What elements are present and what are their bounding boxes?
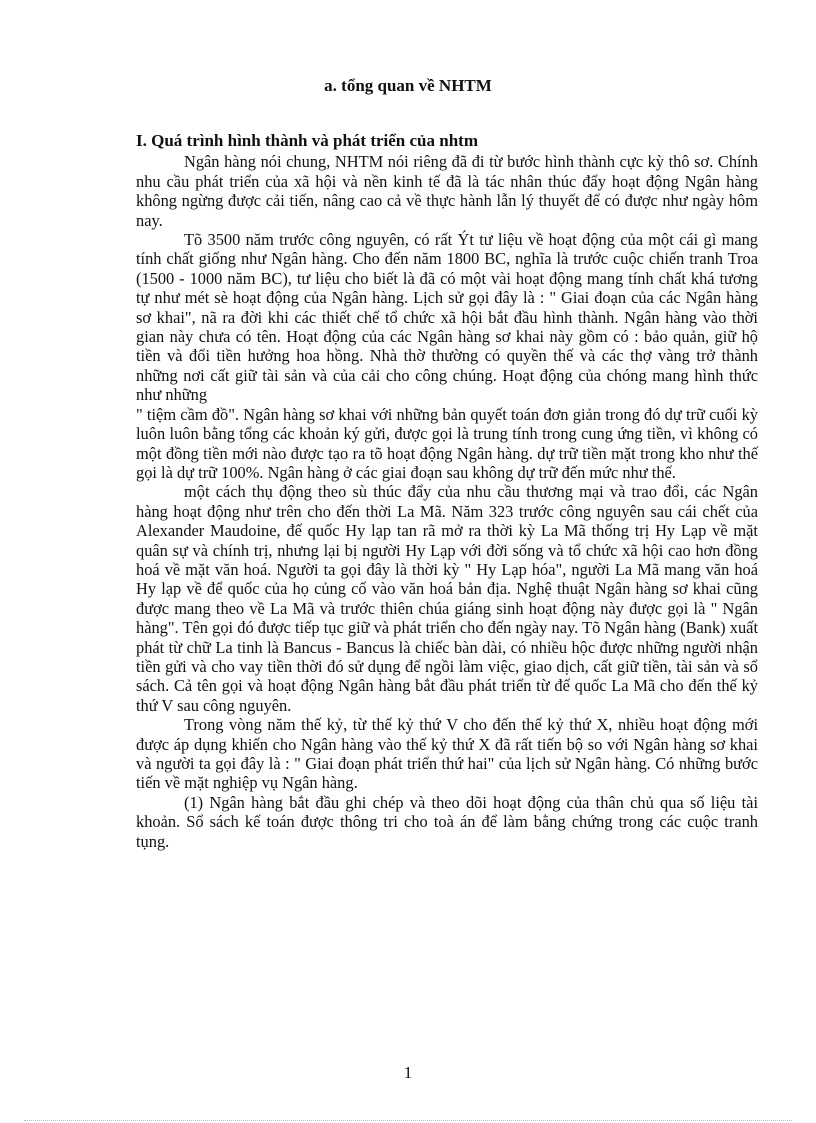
paragraph-1: Ngân hàng nói chung, NHTM nói riêng đã đi từ bước hình thành cực kỳ thô sơ. Chính nhu cầu phát triển của xã hội và nền kinh tế đã là tác nhân thúc đẩy hoạt động Ngân hàng không ngừng được cải tiến, nâng cao cả về thực hành lẫn lý thuyết để có được như ngày hôm nay. <box>136 152 758 230</box>
paragraph-6: (1) Ngân hàng bắt đầu ghi chép và theo dõi hoạt động của thân chủ qua số liệu tài khoản. Sổ sách kế toán được thông tri cho toà án để làm bằng chứng trong các cuộc tranh tụng. <box>136 792 758 851</box>
document-title: a. tổng quan về NHTM <box>324 76 492 95</box>
paragraph-5: Trong vòng năm thế kỷ, từ thế kỷ thứ V cho đến thế kỷ thứ X, nhiều hoạt động mới được áp dụng khiến cho Ngân hàng vào thế kỷ thứ X đã rất tiến bộ so với Ngân hàng sơ khai và người ta gọi đây là : " Giai đoạn phát triển thứ hai" của lịch sử Ngân hàng. Có những bước tiến về mặt nghiệp vụ Ngân hàng. <box>136 715 758 793</box>
footer-divider <box>24 1120 792 1121</box>
section-heading: I. Quá trình hình thành và phát triển của nhtm <box>136 131 478 150</box>
paragraph-3: " tiệm cầm đồ". Ngân hàng sơ khai với những bản quyết toán đơn giản trong đó dự trữ cuối kỳ luôn luôn bằng tổng các khoản ký gửi, được gọi là trung tính trong cung ứng tiền, vì không có một đồng tiền mới nào được tạo ra tõ hoạt động Ngân hàng. dự trữ tiền mặt trong kho như thế gọi là dự trữ 100%. Ngân hàng ở các giai đoạn sau không dự trữ đến mức như thế. <box>136 404 758 482</box>
document-body <box>136 131 758 851</box>
paragraph-4: một cách thụ động theo sù thúc đẩy của nhu cầu thương mại và trao đổi, các Ngân hàng hoạt động như trên cho đến thời La Mã. Năm 323 trước công nguyên sau cái chết của Alexander Maudoine, đế quốc Hy lạp tan rã mở ra thời kỳ La Mã thống trị Hy Lạp về mặt quân sự và chính trị, nhưng lại bị người Hy Lạp với đời sống và tổ chức xã hội cao hơn đồng hoá về mặt văn hoá. Người ta gọi đây là thời kỳ " Hy Lạp hóa", người La Mã mang văn hoá Hy lạp về để quốc của họ củng cố vào văn hoá bản địa. Nghệ thuật Ngân hàng sơ khai cũng được mang theo về La Mã và trước thiên chúa giáng sinh hoạt động này được gọi là " Ngân hàng". Tên gọi đó được tiếp tục giữ và phát triển cho đến ngày nay. Tõ Ngân hàng (Bank) xuất phát từ chữ La tinh là Bancus - Bancus là chiếc bàn dài, có nhiều hộc được những người nhận tiền gửi và cho vay tiền thời đó sử dụng để ngồi làm việc, giao dịch, cất giữ tiền, tài sản và sổ sách. Cả tên gọi và hoạt động Ngân hàng bắt đầu phát triển từ đế quốc La Mã cho đến thế kỷ thứ V sau công nguyên. <box>136 482 758 715</box>
page-number: 1 <box>403 1063 413 1082</box>
paragraph-2: Tõ 3500 năm trước công nguyên, có rất Ýt tư liệu về hoạt động của một cái gì mang tính chất giống như Ngân hàng. Cho đến năm 1800 BC, nghĩa là trước cuộc chiến tranh Troa (1500 - 1000 năm BC), tư liệu cho biết là đã có một vài hoạt động mang tính chất khá tương tự như mét sè hoạt động của Ngân hàng. Lịch sử gọi đây là : " Giai đoạn của các Ngân hàng sơ khai", nã ra đời khi các thiết chế tổ chức xã hội bắt đầu hình thành. Ngân hàng vào thời gian này chưa có tên. Hoạt động của các Ngân hàng sơ khai này gồm có : bảo quản, giữ hộ tiền và đổi tiền hưởng hoa hồng. Nhà thờ thường có quyền thế và các thợ vàng trở thành những nơi cất giữ tài sản và của cải cho công chúng. Hoạt động của chóng mang hình thức như những <box>136 230 758 405</box>
